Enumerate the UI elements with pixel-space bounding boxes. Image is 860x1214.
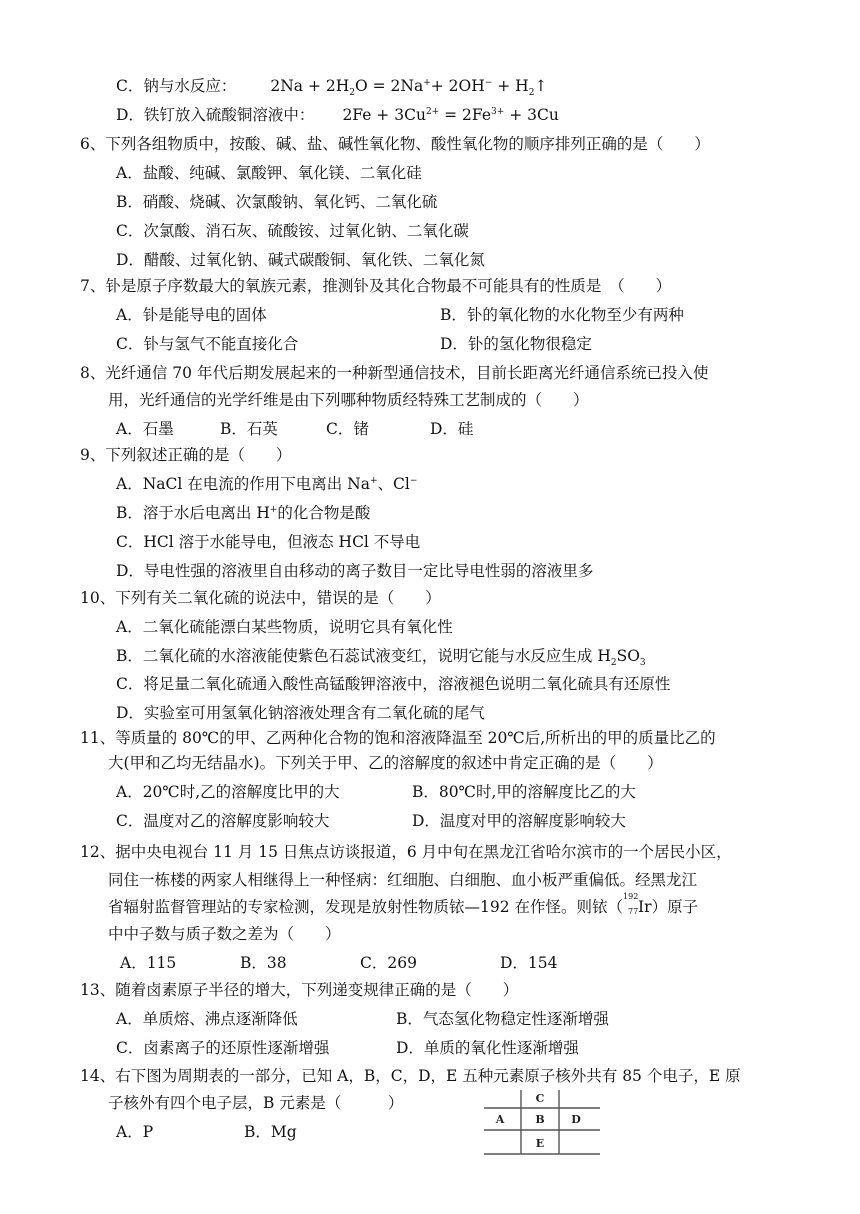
q11-option-c: C．温度对乙的溶解度影响较大 — [116, 812, 330, 830]
q6-option-a: A．盐酸、纯碱、氯酸钾、氧化镁、二氧化硅 — [116, 164, 422, 182]
q11-stem-line2: 大(甲和乙均无结晶水)。下列关于甲、乙的溶解度的叙述中肯定正确的是（ ） — [108, 754, 663, 772]
q5-d-label: D．铁钉放入硫酸铜溶液中： — [116, 106, 315, 124]
q10-option-a: A．二氧化硫能漂白某些物质，说明它具有氧化性 — [116, 618, 453, 636]
q10-option-d: D．实验室可用氢氧化钠溶液处理含有二氧化硫的尾气 — [116, 704, 485, 722]
q8-stem-line1: 8、光纤通信 70 年代后期发展起来的一种新型通信技术，目前长距离光纤通信系统已投入使 — [80, 364, 709, 382]
q10-option-c: C．将足量二氧化硫通入酸性高锰酸钾溶液中，溶液褪色说明二氧化硫具有还原性 — [116, 675, 671, 693]
q8-option-b: B．石英 — [220, 420, 278, 438]
q5-option-c — [116, 76, 548, 99]
q12-stem-line1: 12、据中央电视台 11 月 15 日焦点访谈报道，6 月中旬在黑龙江省哈尔滨市的一个居民小区， — [80, 843, 732, 861]
q13-stem: 13、随着卤素原子半径的增大，下列递变规律正确的是（ ） — [80, 981, 519, 999]
q7-option-d: D．钋的氢化物很稳定 — [440, 335, 592, 353]
q10-stem: 10、下列有关二氧化硫的说法中，错误的是（ ） — [80, 589, 441, 607]
q13-option-a: A．单质熔、沸点逐渐降低 — [116, 1010, 298, 1028]
q9-option-d: D．导电性强的溶液里自由移动的离子数目一定比导电性弱的溶液里多 — [116, 562, 594, 580]
q8-option-c: C．锗 — [326, 420, 369, 438]
q7-option-c: C．钋与氢气不能直接化合 — [116, 335, 299, 353]
q7-stem: 7、钋是原子序数最大的氧族元素，推测钋及其化合物最不可能具有的性质是 （ ） — [80, 277, 672, 295]
q14-option-a: A．P — [116, 1123, 154, 1141]
q8-option-a: A．石墨 — [116, 420, 174, 438]
q5-c-equation: $2Na + 2H_2O = 2Na^++ 2OH^-$ + $H_2↑$ — [270, 77, 548, 99]
q6-option-d: D．醋酸、过氧化钠、碱式碳酸铜、氧化铁、二氧化氮 — [116, 251, 485, 269]
q14-stem-line2: 子核外有四个电子层，B 元素是（ ） — [108, 1094, 404, 1112]
q13-option-b: B．气态氢化物稳定性逐渐增强 — [396, 1010, 609, 1028]
q7-option-b: B．钋的氧化物的水化物至少有两种 — [440, 306, 684, 324]
q8-stem-line2: 用，光纤通信的光学纤维是由下列哪种物质经特殊工艺制成的（ ） — [108, 391, 589, 409]
iridium-isotope: 192 77 — [623, 892, 639, 916]
q14-option-b: B．Mg — [244, 1123, 297, 1141]
q12-option-c: C．269 — [360, 954, 417, 972]
q5-option-d — [116, 105, 559, 125]
q11-stem-line1: 11、等质量的 80℃的甲、乙两种化合物的饱和溶液降温至 20℃后,所析出的甲的质量比乙的 — [80, 729, 716, 747]
q9-stem: 9、下列叙述正确的是（ ） — [80, 446, 292, 464]
q10-option-b: B．二氧化硫的水溶液能使紫色石蕊试液变红，说明它能与水反应生成 $H_2SO_3$ — [116, 647, 646, 669]
q12-option-d: D．154 — [500, 954, 558, 972]
q13-option-d: D．单质的氧化性逐渐增强 — [396, 1039, 579, 1057]
q12-stem-line2: 同住一栋楼的两家人相继得上一种怪病：红细胞、白细胞、血小板严重偏低。经黑龙江 — [108, 871, 698, 889]
q9-option-a: A．NaCl 在电流的作用下电离出 Na+、Cl− — [116, 475, 418, 493]
q11-option-a: A．20℃时,乙的溶解度比甲的大 — [116, 783, 340, 801]
q11-option-b: B．80℃时,甲的溶解度比乙的大 — [412, 783, 636, 801]
q5-c-label: C．钠与水反应： — [116, 77, 237, 95]
q14-stem-line1: 14、右下图为周期表的一部分，已知 A，B，C，D，E 五种元素原子核外共有 85 个电子，E 原 — [80, 1067, 741, 1085]
q11-option-d: D．温度对甲的溶解度影响较大 — [412, 812, 626, 830]
q12-option-b: B．38 — [240, 954, 287, 972]
q6-option-c: C．次氯酸、消石灰、硫酸铵、过氧化钠、二氧化碳 — [116, 222, 469, 240]
periodic-table-fragment — [484, 1088, 600, 1156]
cell-c: C — [535, 1092, 545, 1105]
cell-e: E — [535, 1137, 545, 1150]
q8-option-d: D．硅 — [430, 420, 474, 438]
q6-stem: 6、下列各组物质中，按酸、碱、盐、碱性氧化物、酸性氧化物的顺序排列正确的是（ ） — [80, 135, 710, 153]
q12-stem-line3: 省辐射监督管理站的专家检测，发现是放射性物质铱—192 在作怪。则铱（ 192 77 Ir）原子 — [108, 892, 699, 916]
q7-option-a: A．钋是能导电的固体 — [116, 306, 267, 324]
q12-option-a: A．115 — [120, 954, 177, 972]
q9-option-b: B．溶于水后电离出 H+的化合物是酸 — [116, 504, 371, 522]
q5-d-equation: $2Fe + 3Cu^{2+} = 2Fe^{3+} + 3Cu$ — [342, 106, 559, 124]
cell-d: D — [571, 1113, 581, 1126]
q12-stem-line4: 中中子数与质子数之差为（ ） — [108, 925, 341, 943]
q6-option-b: B．硝酸、烧碱、次氯酸钠、氧化钙、二氧化硫 — [116, 193, 438, 211]
cell-b: B — [535, 1113, 545, 1126]
q9-option-c: C．HCl 溶于水能导电，但液态 HCl 不导电 — [116, 533, 421, 551]
cell-a: A — [495, 1113, 505, 1126]
q13-option-c: C．卤素离子的还原性逐渐增强 — [116, 1039, 330, 1057]
